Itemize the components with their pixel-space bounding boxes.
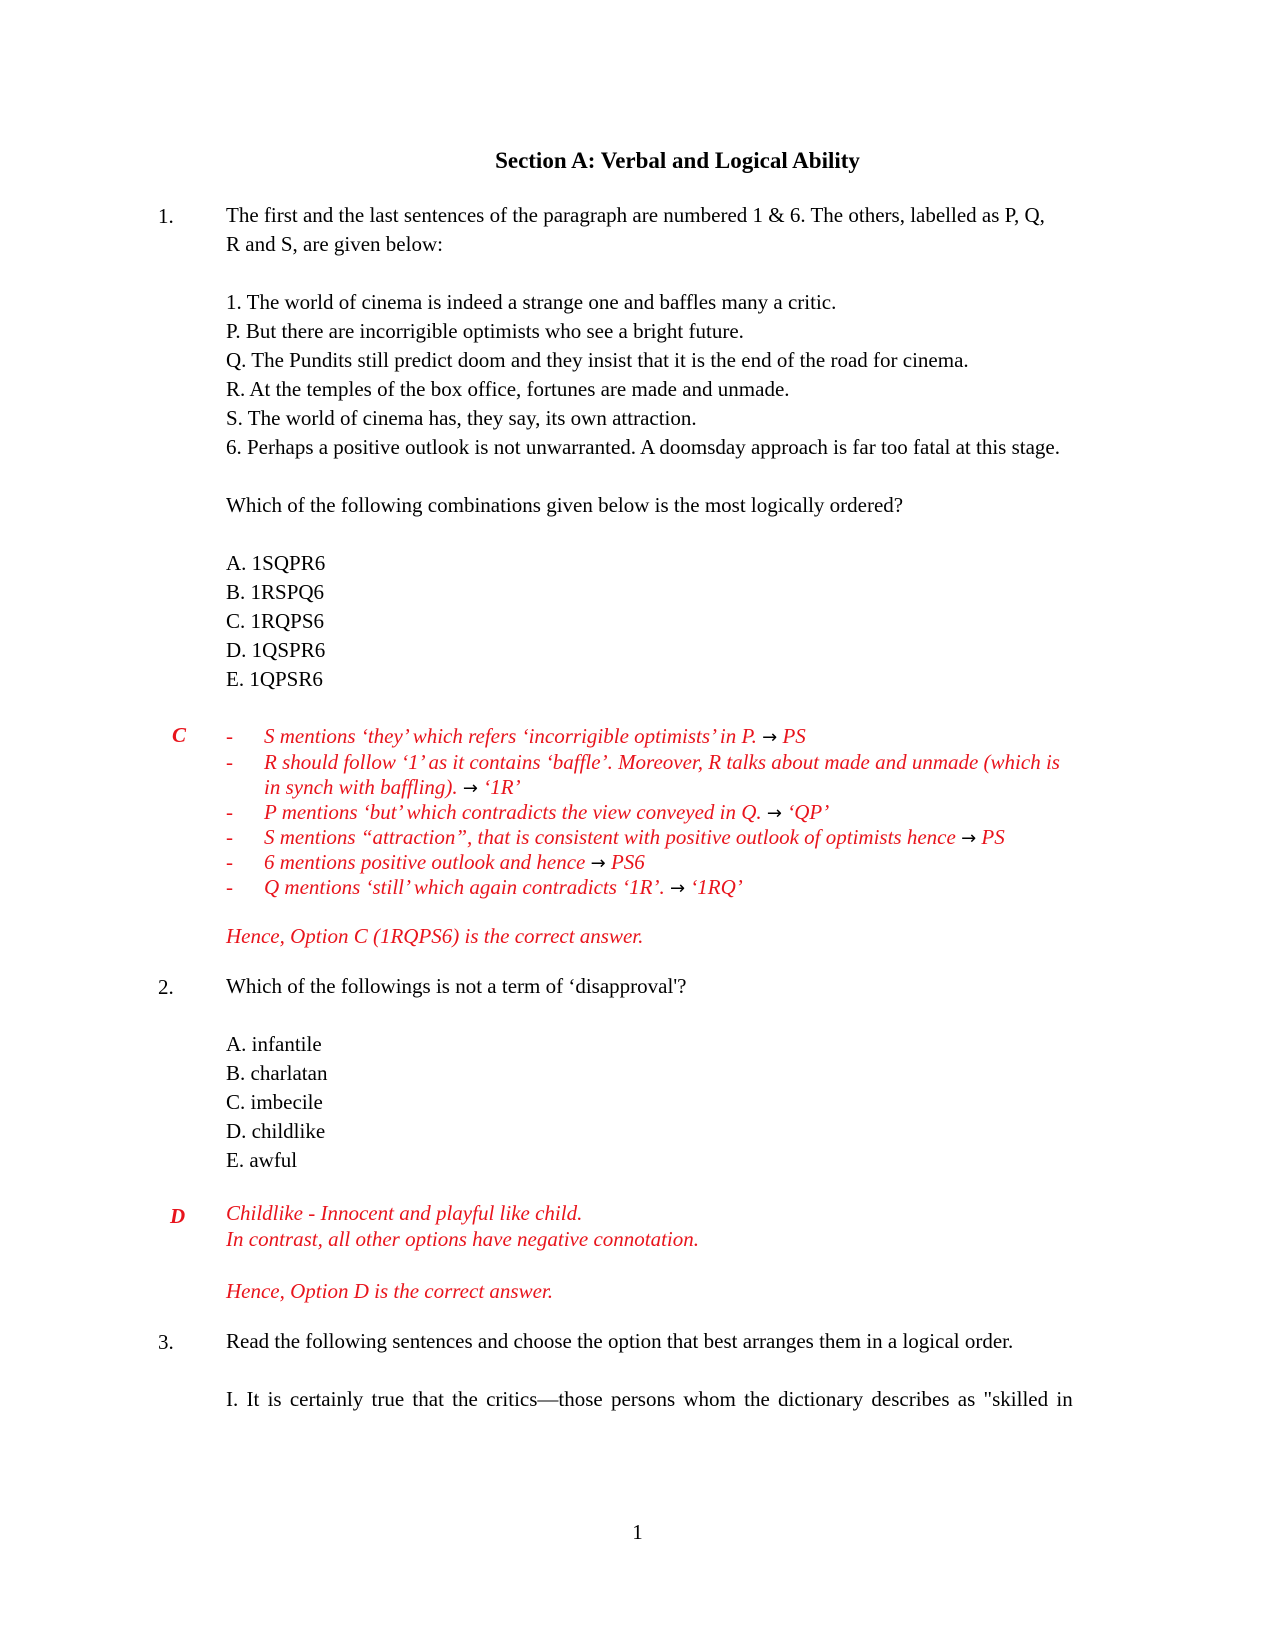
question-2-conclusion: Hence, Option D is the correct answer.	[226, 1279, 553, 1303]
bullet-dash: -	[226, 750, 233, 774]
question-1-intro-line1: The first and the last sentences of the paragraph are numbered 1 & 6. The others, labelled as P, Q,	[226, 203, 1045, 227]
question-3-number: 3.	[158, 1330, 174, 1354]
question-1-conclusion: Hence, Option C (1RQPS6) is the correct answer.	[226, 924, 644, 948]
explanation-result: ‘1R’	[483, 775, 521, 799]
question-2-option: B. charlatan	[226, 1061, 328, 1085]
bullet-dash: -	[226, 825, 233, 849]
explanation-text: in synch with baffling).	[264, 775, 458, 799]
question-1-sentence: 6. Perhaps a positive outlook is not unwarranted. A doomsday approach is far too fatal at this stage.	[226, 435, 1060, 459]
question-1-prompt: Which of the following combinations given below is the most logically ordered?	[226, 493, 904, 517]
explanation-text: R should follow ‘1’ as it contains ‘baffle’. Moreover, R talks about made and unmade (which is	[264, 750, 1060, 774]
arrow-icon: →	[961, 828, 977, 849]
explanation-result: ‘1RQ’	[690, 875, 743, 899]
bullet-dash: -	[226, 850, 233, 874]
question-1-option: C. 1RQPS6	[226, 609, 325, 633]
question-1-sentence: S. The world of cinema has, they say, its own attraction.	[226, 406, 697, 430]
question-2-answer-letter: D	[170, 1204, 186, 1228]
question-1-sentence: R. At the temples of the box office, fortunes are made and unmade.	[226, 377, 790, 401]
question-1-option: D. 1QSPR6	[226, 638, 326, 662]
arrow-icon: →	[762, 727, 778, 748]
question-2-explanation: In contrast, all other options have negative connotation.	[226, 1227, 700, 1251]
bullet-dash: -	[226, 724, 233, 748]
question-2-option: A. infantile	[226, 1032, 322, 1056]
question-1-intro-line2: R and S, are given below:	[226, 232, 443, 256]
question-1-number: 1.	[158, 204, 174, 228]
explanation-result: PS	[782, 724, 806, 748]
arrow-icon: →	[462, 778, 478, 799]
page-number: 1	[632, 1520, 643, 1544]
question-1-option: E. 1QPSR6	[226, 667, 323, 691]
explanation-text: Q mentions ‘still’ which again contradicts ‘1R’.	[264, 875, 665, 899]
question-1-option: B. 1RSPQ6	[226, 580, 325, 604]
question-1-answer-letter: C	[172, 723, 187, 747]
question-2-prompt: Which of the followings is not a term of ‘disapproval'?	[226, 974, 687, 998]
question-2-option: E. awful	[226, 1148, 298, 1172]
question-1-sentence: Q. The Pundits still predict doom and they insist that it is the end of the road for cinema.	[226, 348, 969, 372]
question-2-explanation: Childlike - Innocent and playful like child.	[226, 1201, 583, 1225]
section-title: Section A: Verbal and Logical Ability	[495, 148, 860, 173]
question-1-sentence: P. But there are incorrigible optimists who see a bright future.	[226, 319, 744, 343]
explanation-result: PS6	[610, 850, 645, 874]
question-1-sentence: 1. The world of cinema is indeed a strange one and baffles many a critic.	[226, 290, 837, 314]
question-2-option: C. imbecile	[226, 1090, 323, 1114]
arrow-icon: →	[766, 803, 783, 824]
explanation-result: ‘QP’	[787, 800, 830, 824]
explanation-text: S mentions ‘they’ which refers ‘incorrigible optimists’ in P.	[264, 724, 757, 748]
question-2-option: D. childlike	[226, 1119, 326, 1143]
bullet-dash: -	[226, 875, 233, 899]
arrow-icon: →	[669, 878, 686, 899]
arrow-icon: →	[590, 853, 606, 874]
bullet-dash: -	[226, 800, 233, 824]
question-2-number: 2.	[158, 975, 174, 999]
explanation-result: PS	[981, 825, 1005, 849]
question-3-sentence: I. It is certainly true that the critics—those persons whom the dictionary describes as "skilled in	[226, 1387, 1073, 1411]
explanation-text: S mentions “attraction”, that is consistent with positive outlook of optimists hence	[264, 825, 956, 849]
question-1-option: A. 1SQPR6	[226, 551, 326, 575]
question-3-prompt: Read the following sentences and choose the option that best arranges them in a logical order.	[226, 1329, 1014, 1353]
explanation-text: 6 mentions positive outlook and hence	[264, 850, 586, 874]
explanation-text: P mentions ‘but’ which contradicts the view conveyed in Q.	[264, 800, 762, 824]
